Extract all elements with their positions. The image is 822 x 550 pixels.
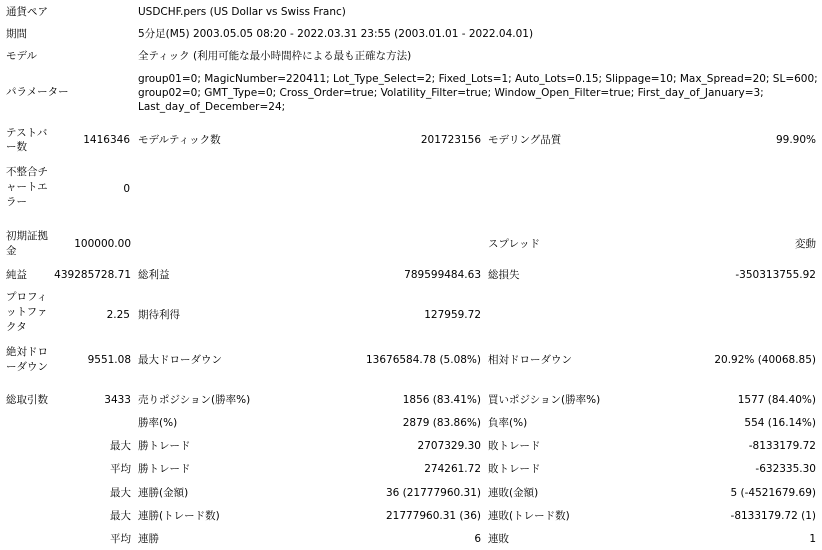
largest-loss-value: -8133179.72 [748, 440, 816, 452]
model-label: モデル [6, 50, 37, 62]
relative-drawdown-label: 相対ドローダウン [488, 354, 572, 366]
initial-deposit-value: 100000.00 [74, 238, 131, 250]
test-bars-value: 1416346 [83, 134, 130, 146]
total-trades-value: 3433 [104, 394, 131, 406]
initial-deposit-label-1: 初期証拠 [6, 230, 48, 242]
profit-factor-label-2: ットファ [6, 306, 48, 318]
loss-trades-value: 554 (16.14%) [744, 417, 816, 429]
modeling-quality-label: モデリング品質 [488, 134, 562, 146]
profit-trades-value: 2879 (83.86%) [402, 417, 481, 429]
mismatch-errors-label-1: 不整合チ [6, 166, 48, 178]
spread-value: 変動 [795, 238, 816, 250]
avg-consecutive-losses-label: 連敗 [488, 533, 509, 545]
mismatch-errors-label-3: ラー [6, 196, 27, 208]
gross-profit-label: 総利益 [138, 269, 170, 281]
max-consecutive-wins-value: 36 (21777960.31) [385, 487, 481, 499]
average-profit-value: 274261.72 [424, 463, 481, 475]
max-consecutive-amount-wins-value: 21777960.31 (36) [385, 510, 481, 522]
max-consecutive-wins-label: 連勝(金額) [138, 487, 189, 499]
total-trades-label: 総取引数 [6, 394, 48, 406]
avg-consecutive-prefix: 平均 [110, 533, 131, 545]
average-loss-value: -632335.30 [755, 463, 816, 475]
largest-loss-label: 敗トレード [488, 440, 541, 452]
currency-pair-label: 通貨ペア [6, 6, 48, 18]
absolute-drawdown-label-1: 絶対ドロ [6, 346, 48, 358]
test-bars-label-1: テストバ [6, 127, 48, 139]
period-label: 期間 [6, 28, 27, 40]
max-consecutive-losses-label: 連敗(金額) [488, 487, 539, 499]
profit-trades-label: 勝率(%) [138, 417, 178, 429]
parameters-line-2: group02=0; GMT_Type=0; Cross_Order=true; Volatility_Filter=true; Window_Open_Filter=true; First_day_of_January=3; [138, 87, 764, 99]
parameters-line-3: Last_day_of_December=24; [138, 101, 286, 113]
profit-factor-value: 2.25 [106, 309, 130, 321]
max-consecutive-amount-prefix: 最大 [110, 510, 131, 522]
parameters-line-1: group01=0; MagicNumber=220411; Lot_Type_Select=2; Fixed_Lots=1; Auto_Lots=0.15; Slippage=10; Max_Spread=20; SL=600; [138, 73, 818, 85]
largest-prefix: 最大 [110, 440, 131, 452]
max-consecutive-amount-wins-label: 連勝(トレード数) [138, 510, 220, 522]
long-positions-label: 買いポジション(勝率%) [488, 394, 601, 406]
gross-profit-value: 789599484.63 [404, 269, 481, 281]
average-loss-label: 敗トレード [488, 463, 541, 475]
short-positions-value: 1856 (83.41%) [402, 394, 481, 406]
absolute-drawdown-label-2: ーダウン [6, 361, 48, 373]
model-ticks-value: 201723156 [420, 134, 481, 146]
gross-loss-label: 総損失 [488, 269, 520, 281]
largest-profit-label: 勝トレード [138, 440, 191, 452]
gross-loss-value: -350313755.92 [735, 269, 816, 281]
avg-consecutive-wins-value: 6 [474, 533, 481, 545]
initial-deposit-label-2: 金 [6, 245, 17, 257]
net-profit-value: 439285728.71 [54, 269, 131, 281]
max-consecutive-losses-value: 5 (-4521679.69) [730, 487, 816, 499]
model-value: 全ティック (利用可能な最小時間枠による最も正確な方法) [138, 50, 412, 62]
currency-pair-value: USDCHF.pers (US Dollar vs Swiss Franc) [138, 6, 346, 18]
maximal-drawdown-label: 最大ドローダウン [138, 354, 222, 366]
average-prefix: 平均 [110, 463, 131, 475]
modeling-quality-value: 99.90% [775, 134, 816, 146]
spread-label: スプレッド [488, 238, 540, 250]
net-profit-label: 純益 [6, 269, 27, 281]
max-consecutive-amount-losses-value: -8133179.72 (1) [730, 510, 816, 522]
max-consecutive-amount-losses-label: 連敗(トレード数) [488, 510, 570, 522]
profit-factor-label-1: プロフィ [6, 291, 48, 303]
short-positions-label: 売りポジション(勝率%) [138, 394, 251, 406]
expected-payoff-label: 期待利得 [138, 309, 180, 321]
loss-trades-label: 負率(%) [488, 417, 528, 429]
maximal-drawdown-value: 13676584.78 (5.08%) [365, 354, 481, 366]
profit-factor-label-3: クタ [6, 321, 27, 333]
mismatch-errors-label-2: ャートエ [6, 181, 48, 193]
largest-profit-value: 2707329.30 [417, 440, 481, 452]
model-ticks-label: モデルティック数 [138, 134, 221, 146]
expected-payoff-value: 127959.72 [424, 309, 481, 321]
long-positions-value: 1577 (84.40%) [737, 394, 816, 406]
avg-consecutive-losses-value: 1 [809, 533, 816, 545]
max-consecutive-prefix: 最大 [110, 487, 131, 499]
test-bars-label-2: ー数 [6, 141, 27, 153]
parameters-label: パラメーター [6, 86, 69, 98]
mismatch-errors-value: 0 [123, 183, 130, 195]
absolute-drawdown-value: 9551.08 [87, 354, 131, 366]
relative-drawdown-value: 20.92% (40068.85) [714, 354, 816, 366]
avg-consecutive-wins-label: 連勝 [138, 533, 159, 545]
period-value: 5分足(M5) 2003.05.05 08:20 - 2022.03.31 23:55 (2003.01.01 - 2022.04.01) [138, 28, 534, 40]
average-profit-label: 勝トレード [138, 463, 191, 475]
